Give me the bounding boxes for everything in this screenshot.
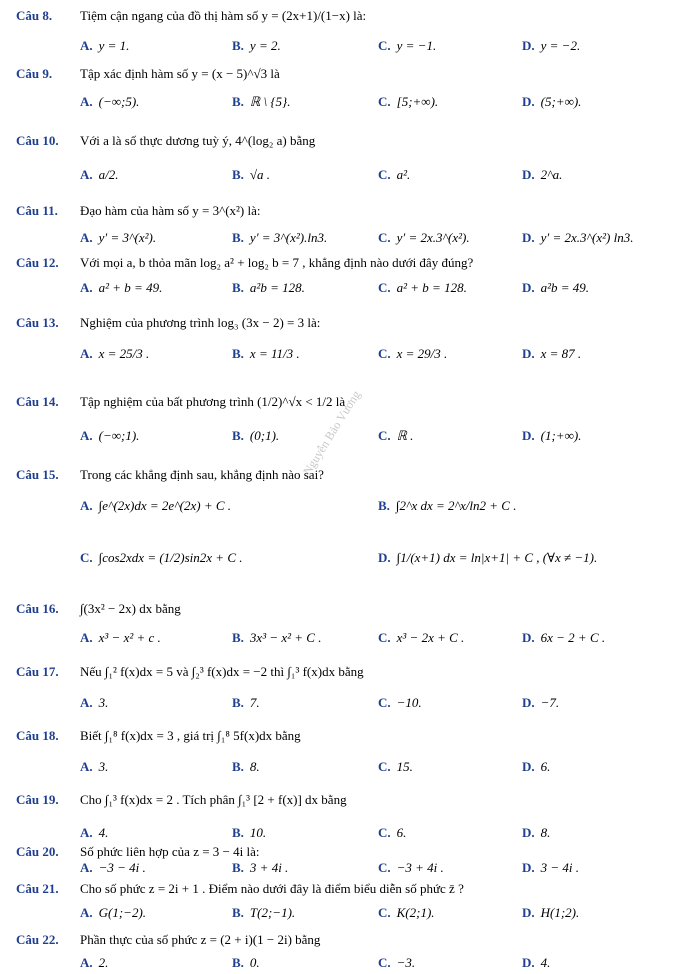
- option-text: 0.: [249, 955, 260, 970]
- option-letter: B.: [232, 695, 244, 710]
- question-number: Câu 19.: [16, 792, 59, 807]
- answer-option[interactable]: [522, 280, 589, 296]
- answer-option[interactable]: [522, 230, 633, 246]
- option-text: x³ − 2x + C .: [396, 630, 465, 645]
- watermark: Nguyễn Bảo Vương: [300, 388, 364, 478]
- option-text: a²b = 128.: [249, 280, 305, 295]
- option-text: −3 − 4i .: [98, 860, 146, 875]
- option-letter: D.: [522, 860, 535, 875]
- option-text: a/2.: [98, 167, 119, 182]
- option-text: [5;+∞).: [396, 94, 439, 109]
- option-text: T(2;−1).: [249, 905, 296, 920]
- answer-option[interactable]: [232, 759, 260, 775]
- question-text: ∫(3x² − 2x) dx bằng: [80, 601, 181, 616]
- option-letter: B.: [232, 905, 244, 920]
- answer-option[interactable]: [232, 346, 300, 362]
- question-number: Câu 22.: [16, 932, 59, 947]
- option-text: x = 11/3 .: [249, 346, 300, 361]
- question-text: Với mọi a, b thỏa mãn log₂ a² + log₂ b = 7 , khẳng định nào dưới đây đúng?: [80, 255, 474, 270]
- answer-option[interactable]: [522, 759, 550, 775]
- answer-option[interactable]: [232, 825, 266, 841]
- question-text: Cho ∫₁³ f(x)dx = 2 . Tích phân ∫₁³ [2 + f(x)] dx bằng: [80, 792, 347, 807]
- option-letter: C.: [378, 905, 391, 920]
- answer-option[interactable]: [378, 498, 516, 514]
- option-text: 3 + 4i .: [249, 860, 289, 875]
- answer-option[interactable]: [378, 230, 470, 246]
- answer-option[interactable]: [232, 695, 260, 711]
- option-text: G(1;−2).: [98, 905, 147, 920]
- option-text: ∫e^(2x)dx = 2e^(2x) + C .: [98, 498, 232, 513]
- option-letter: B.: [232, 860, 244, 875]
- option-text: −3 + 4i .: [396, 860, 444, 875]
- option-text: −10.: [396, 695, 422, 710]
- option-text: 3.: [98, 759, 109, 774]
- option-letter: A.: [80, 905, 93, 920]
- option-letter: A.: [80, 230, 93, 245]
- answer-option[interactable]: [378, 167, 410, 183]
- option-letter: D.: [522, 695, 535, 710]
- option-letter: C.: [378, 695, 391, 710]
- option-letter: A.: [80, 346, 93, 361]
- option-letter: D.: [522, 759, 535, 774]
- answer-option[interactable]: [232, 38, 281, 54]
- option-text: (5;+∞).: [540, 94, 582, 109]
- question-text: Cho số phức z = 2i + 1 . Điểm nào dưới đây là điểm biểu diễn số phức z̄ ?: [80, 881, 464, 896]
- option-letter: C.: [378, 346, 391, 361]
- option-text: (−∞;1).: [98, 428, 140, 443]
- option-letter: B.: [232, 38, 244, 53]
- option-text: a².: [396, 167, 411, 182]
- answer-option[interactable]: [378, 428, 413, 444]
- option-letter: A.: [80, 280, 93, 295]
- answer-option[interactable]: [378, 280, 467, 296]
- answer-option[interactable]: [522, 630, 605, 646]
- option-text: y = 1.: [98, 38, 130, 53]
- answer-option[interactable]: [378, 38, 436, 54]
- option-letter: C.: [378, 825, 391, 840]
- option-letter: D.: [522, 94, 535, 109]
- answer-option[interactable]: [522, 38, 580, 54]
- answer-option[interactable]: [378, 695, 422, 711]
- option-text: 4.: [540, 955, 551, 970]
- answer-option[interactable]: [522, 346, 581, 362]
- option-letter: D.: [522, 230, 535, 245]
- answer-option[interactable]: [378, 860, 444, 876]
- option-text: −3.: [396, 955, 416, 970]
- option-text: 15.: [396, 759, 413, 774]
- option-letter: C.: [378, 167, 391, 182]
- option-letter: A.: [80, 94, 93, 109]
- answer-option[interactable]: [378, 630, 464, 646]
- answer-option[interactable]: [80, 550, 243, 566]
- option-letter: A.: [80, 759, 93, 774]
- option-text: ∫1/(x+1) dx = ln|x+1| + C , (∀x ≠ −1).: [396, 550, 598, 565]
- option-text: ∫cos2xdx = (1/2)sin2x + C .: [98, 550, 243, 565]
- option-text: H(1;2).: [540, 905, 580, 920]
- answer-option[interactable]: [378, 825, 406, 841]
- answer-option[interactable]: [522, 825, 550, 841]
- option-letter: A.: [80, 630, 93, 645]
- answer-option[interactable]: [232, 94, 290, 110]
- question-number: Câu 18.: [16, 728, 59, 743]
- answer-option[interactable]: [232, 955, 260, 971]
- option-text: a² + b = 49.: [98, 280, 163, 295]
- answer-option[interactable]: [522, 94, 581, 110]
- option-text: 6.: [540, 759, 551, 774]
- option-text: 3x³ − x² + C .: [249, 630, 322, 645]
- answer-option[interactable]: [522, 860, 579, 876]
- option-text: 2.: [98, 955, 109, 970]
- question-text: Tập xác định hàm số y = (x − 5)^√3 là: [80, 66, 280, 81]
- option-letter: D.: [522, 38, 535, 53]
- option-letter: B.: [232, 94, 244, 109]
- answer-option[interactable]: [378, 955, 415, 971]
- option-text: y = 2.: [249, 38, 281, 53]
- option-letter: A.: [80, 695, 93, 710]
- answer-option[interactable]: [80, 94, 139, 110]
- option-letter: A.: [80, 167, 93, 182]
- option-letter: C.: [80, 550, 93, 565]
- question-number: Câu 17.: [16, 664, 59, 679]
- option-letter: A.: [80, 825, 93, 840]
- question-number: Câu 8.: [16, 8, 53, 23]
- option-text: 6.: [396, 825, 407, 840]
- option-text: 3 − 4i .: [540, 860, 580, 875]
- option-letter: B.: [232, 280, 244, 295]
- answer-option[interactable]: [522, 955, 550, 971]
- option-text: 8.: [540, 825, 551, 840]
- option-text: y′ = 2x.3^(x²).: [396, 230, 470, 245]
- answer-option[interactable]: [522, 695, 559, 711]
- option-text: a²b = 49.: [540, 280, 590, 295]
- question-number: Câu 20.: [16, 844, 59, 859]
- option-letter: C.: [378, 955, 391, 970]
- answer-option[interactable]: [232, 167, 270, 183]
- answer-option[interactable]: [80, 428, 139, 444]
- option-text: K(2;1).: [396, 905, 435, 920]
- answer-option[interactable]: [232, 630, 321, 646]
- answer-option[interactable]: [522, 905, 579, 921]
- question-number: Câu 14.: [16, 394, 59, 409]
- answer-option[interactable]: [378, 550, 597, 566]
- answer-option[interactable]: [80, 860, 146, 876]
- option-letter: B.: [232, 825, 244, 840]
- option-text: 4.: [98, 825, 109, 840]
- question-text: Tập nghiệm của bất phương trình (1/2)^√x < 1/2 là: [80, 394, 346, 409]
- answer-option[interactable]: [80, 38, 129, 54]
- option-text: (0;1).: [249, 428, 280, 443]
- option-letter: C.: [378, 38, 391, 53]
- answer-option[interactable]: [378, 759, 413, 775]
- question-text: Với a là số thực dương tuỳ ý, 4^(log₂ a) bằng: [80, 133, 316, 148]
- answer-option[interactable]: [80, 498, 231, 514]
- option-letter: D.: [522, 428, 535, 443]
- option-letter: C.: [378, 860, 391, 875]
- answer-option[interactable]: [378, 94, 438, 110]
- answer-option[interactable]: [80, 230, 156, 246]
- question-number: Câu 9.: [16, 66, 53, 81]
- option-letter: D.: [522, 825, 535, 840]
- option-letter: A.: [80, 428, 93, 443]
- option-text: 7.: [249, 695, 260, 710]
- answer-option[interactable]: [378, 346, 447, 362]
- option-letter: D.: [522, 630, 535, 645]
- answer-option[interactable]: [232, 860, 288, 876]
- answer-option[interactable]: [80, 825, 108, 841]
- answer-option[interactable]: [80, 759, 108, 775]
- option-letter: B.: [378, 498, 390, 513]
- option-letter: C.: [378, 428, 391, 443]
- option-letter: B.: [232, 230, 244, 245]
- answer-option[interactable]: [80, 695, 108, 711]
- option-letter: A.: [80, 860, 93, 875]
- option-text: 10.: [249, 825, 267, 840]
- option-letter: B.: [232, 630, 244, 645]
- answer-option[interactable]: [232, 230, 327, 246]
- answer-option[interactable]: [80, 905, 146, 921]
- question-number: Câu 16.: [16, 601, 59, 616]
- option-letter: B.: [232, 346, 244, 361]
- question-text: Nếu ∫₁² f(x)dx = 5 và ∫₂³ f(x)dx = −2 thì ∫₁³ f(x)dx bằng: [80, 664, 364, 679]
- question-number: Câu 21.: [16, 881, 59, 896]
- option-letter: D.: [378, 550, 391, 565]
- question-text: Đạo hàm của hàm số y = 3^(x²) là:: [80, 203, 261, 218]
- question-text: Trong các khẳng định sau, khẳng định nào sai?: [80, 467, 324, 482]
- option-text: x = 87 .: [540, 346, 582, 361]
- answer-option[interactable]: [80, 280, 162, 296]
- answer-option[interactable]: [232, 905, 295, 921]
- option-letter: D.: [522, 280, 535, 295]
- option-text: −7.: [540, 695, 560, 710]
- question-text: Phần thực của số phức z = (2 + i)(1 − 2i) bằng: [80, 932, 321, 947]
- answer-option[interactable]: [80, 167, 119, 183]
- option-text: 2^a.: [540, 167, 563, 182]
- option-letter: B.: [232, 759, 244, 774]
- option-text: ∫2^x dx = 2^x/ln2 + C .: [395, 498, 517, 513]
- option-text: x³ − x² + c .: [98, 630, 161, 645]
- option-text: √a .: [249, 167, 271, 182]
- option-letter: D.: [522, 167, 535, 182]
- answer-option[interactable]: [522, 428, 581, 444]
- answer-option[interactable]: [378, 905, 435, 921]
- question-text: Biết ∫₁⁸ f(x)dx = 3 , giá trị ∫₁⁸ 5f(x)dx bằng: [80, 728, 301, 743]
- option-text: y′ = 2x.3^(x²) ln3.: [540, 230, 634, 245]
- option-text: (1;+∞).: [540, 428, 582, 443]
- option-text: 3.: [98, 695, 109, 710]
- option-letter: A.: [80, 38, 93, 53]
- question-text: Số phức liên hợp của z = 3 − 4i là:: [80, 844, 260, 859]
- question-text: Tiệm cận ngang của đồ thị hàm số y = (2x+1)/(1−x) là:: [80, 8, 367, 23]
- option-letter: C.: [378, 230, 391, 245]
- option-letter: D.: [522, 905, 535, 920]
- option-letter: D.: [522, 346, 535, 361]
- option-text: (−∞;5).: [98, 94, 140, 109]
- option-text: x = 25/3 .: [98, 346, 150, 361]
- option-letter: C.: [378, 280, 391, 295]
- option-text: ℝ .: [396, 428, 414, 443]
- option-letter: B.: [232, 955, 244, 970]
- option-letter: B.: [232, 428, 244, 443]
- question-number: Câu 12.: [16, 255, 59, 270]
- option-letter: C.: [378, 94, 391, 109]
- option-text: 8.: [249, 759, 260, 774]
- question-text: Nghiệm của phương trình log₃ (3x − 2) = 3 là:: [80, 315, 321, 330]
- question-number: Câu 10.: [16, 133, 59, 148]
- question-number: Câu 13.: [16, 315, 59, 330]
- answer-option[interactable]: [80, 955, 108, 971]
- answer-option[interactable]: [232, 280, 305, 296]
- question-number: Câu 15.: [16, 467, 59, 482]
- question-number: Câu 11.: [16, 203, 58, 218]
- option-letter: D.: [522, 955, 535, 970]
- option-text: y′ = 3^(x²).ln3.: [249, 230, 328, 245]
- option-letter: C.: [378, 759, 391, 774]
- option-text: y = −2.: [540, 38, 581, 53]
- answer-option[interactable]: [80, 346, 149, 362]
- option-letter: A.: [80, 498, 93, 513]
- option-letter: A.: [80, 955, 93, 970]
- option-text: x = 29/3 .: [396, 346, 448, 361]
- answer-option[interactable]: [232, 428, 279, 444]
- option-letter: B.: [232, 167, 244, 182]
- option-letter: C.: [378, 630, 391, 645]
- answer-option[interactable]: [522, 167, 562, 183]
- option-text: y = −1.: [396, 38, 437, 53]
- option-text: y′ = 3^(x²).: [98, 230, 157, 245]
- option-text: ℝ \ {5}.: [249, 94, 291, 109]
- option-text: 6x − 2 + C .: [540, 630, 606, 645]
- answer-option[interactable]: [80, 630, 161, 646]
- option-text: a² + b = 128.: [396, 280, 467, 295]
